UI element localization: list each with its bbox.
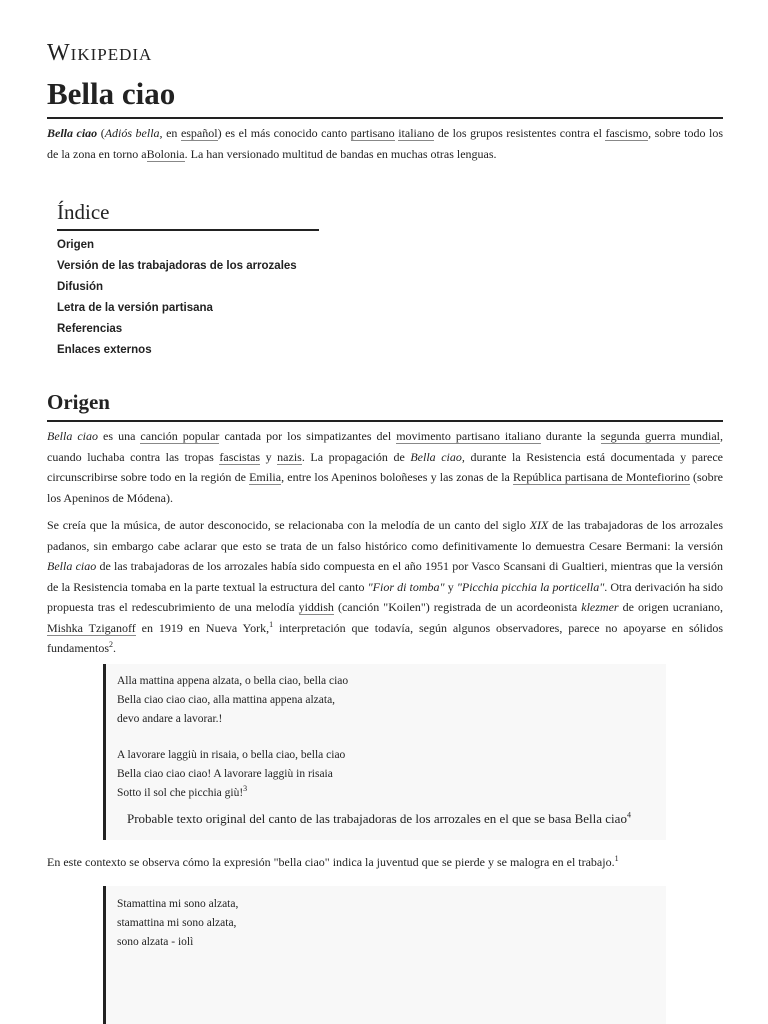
toc-item-letra-partisana[interactable]: Letra de la versión partisana: [57, 302, 213, 314]
link-italiano[interactable]: italiano: [398, 126, 435, 140]
toc-item-referencias[interactable]: Referencias: [57, 323, 123, 335]
stanza-gap: [117, 729, 666, 746]
reference-link[interactable]: 4: [626, 810, 631, 820]
link-emilia[interactable]: Emilia: [249, 470, 282, 484]
link-partisano[interactable]: partisano: [350, 126, 395, 140]
poem-line: A lavorare laggiù in risaia, o bella ciao, bella ciao: [117, 749, 346, 761]
link-bolonia[interactable]: Bolonia: [146, 146, 185, 161]
toc-divider: [57, 229, 319, 231]
section-heading-origen: Origen: [47, 390, 110, 414]
link-republica-montefiorino[interactable]: República partisana de Montefiorino: [513, 470, 690, 484]
origen-paragraph-1: Bella ciao es una canción popular cantada por los simpatizantes del movimento partisano italiano durante la segunda guerra mundial, cuando luchaba contra las tropas fascistas y nazis. La propagación de Bella ciao, durante la Resistencia está documentada y parece circunscribirse sobre todo en la región de Emilia, entre los Apeninos boloñeses y las zonas de la República partisana de Montefiorino (sobre los Apeninos de Módena).: [47, 429, 724, 505]
poem-line: devo andare a lavorar.!: [117, 713, 223, 725]
poem-line: Alla mattina appena alzata, o bella ciao, bella ciao: [117, 675, 349, 687]
intro-bold-title: Bella ciao: [47, 126, 98, 140]
poem-line: Bella ciao ciao ciao! A lavorare laggiù in risaia: [117, 768, 333, 780]
poem-line: Sotto il sol che picchia giù!$^3$: [117, 784, 248, 799]
link-segunda-guerra-mundial[interactable]: segunda guerra mundial: [600, 429, 720, 443]
toc-item-version-trabajadoras[interactable]: Versión de las trabajadoras de los arrozales: [57, 260, 297, 272]
wikipedia-logo[interactable]: Wikipedia: [47, 40, 153, 66]
link-movimento-partisano[interactable]: movimento partisano italiano: [396, 429, 541, 443]
section-divider: [47, 420, 723, 422]
poem-line: stamattina mi sono alzata,: [117, 917, 237, 929]
page-title: Bella ciao: [47, 76, 176, 111]
link-espanol[interactable]: español: [180, 126, 218, 140]
poem-block-stamattina: [103, 886, 666, 1024]
toc-list: [57, 235, 297, 361]
poem-line: Bella ciao ciao ciao, alla mattina appena alzata,: [117, 694, 336, 706]
toc-item-origen[interactable]: Origen: [57, 239, 95, 251]
toc-title: Índice: [57, 200, 110, 224]
poem-line: sono alzata - iolì: [117, 936, 194, 948]
origen-paragraph-3: En este contexto se observa cómo la expresión "bella ciao" indica la juventud que se pierde y se malogra en el trabajo.$^1$: [47, 854, 619, 869]
reference-link[interactable]: 1: [614, 854, 619, 863]
link-nazis[interactable]: nazis: [277, 449, 302, 464]
reference-link[interactable]: 1: [269, 619, 274, 629]
toc-item-difusion[interactable]: Difusión: [57, 281, 103, 293]
link-mishka-tziganoff[interactable]: Mishka Tziganoff: [47, 620, 136, 635]
link-cancion-popular[interactable]: canción popular: [140, 429, 220, 443]
reference-link[interactable]: 3: [243, 784, 248, 794]
title-divider: [47, 117, 723, 119]
poem-block-rice-workers: [103, 664, 666, 840]
origen-paragraph-2: Se creía que la música, de autor desconocido, se relacionaba con la melodía de un canto del siglo XIX de las trabajadoras de los arrozales padanos, sin embargo cabe aclarar que esto se trata de un falso histórico como definitivamente lo demuestra Cesare Bermani: la versión Bella ciao de las trabajadoras de los arrozales había sido compuesta en el año 1951 por Vasco Scansani di Gualtieri, mientras que la versión de la Resistencia tomaba en la parte textual la estructura del canto "Fior di tomba" y "Picchia picchia la porticella". Otra derivación ha sido propuesta tras el redescubrimiento de una melodía yiddish (canción "Koilen") registrada de un acordeonista klezmer de origen ucraniano, Mishka Tziganoff en 1919 en Nueva York,$^1$ interpretación que todavía, según algunos observadores, parece no apoyarse en sólidos fundamentos$^2$.: [47, 518, 724, 655]
poem-line: Stamattina mi sono alzata,: [117, 898, 239, 910]
link-yiddish[interactable]: yiddish: [298, 600, 334, 614]
link-fascistas[interactable]: fascistas: [219, 449, 261, 464]
intro-paragraph: Bella ciao (Adiós bella, en español) es el más conocido canto partisano italiano de los grupos resistentes contra el fascismo, sobre todo los de la zona en torno aBolonia. La han versionado multitud de bandas en muchas otras lenguas.: [47, 126, 724, 161]
link-fascismo[interactable]: fascismo: [605, 126, 649, 140]
poem-caption: Probable texto original del canto de las trabajadoras de los arrozales en el que se basa Bella ciao$^4$: [127, 810, 631, 826]
toc-item-enlaces-externos[interactable]: Enlaces externos: [57, 344, 152, 356]
reference-link[interactable]: 2: [109, 640, 113, 649]
